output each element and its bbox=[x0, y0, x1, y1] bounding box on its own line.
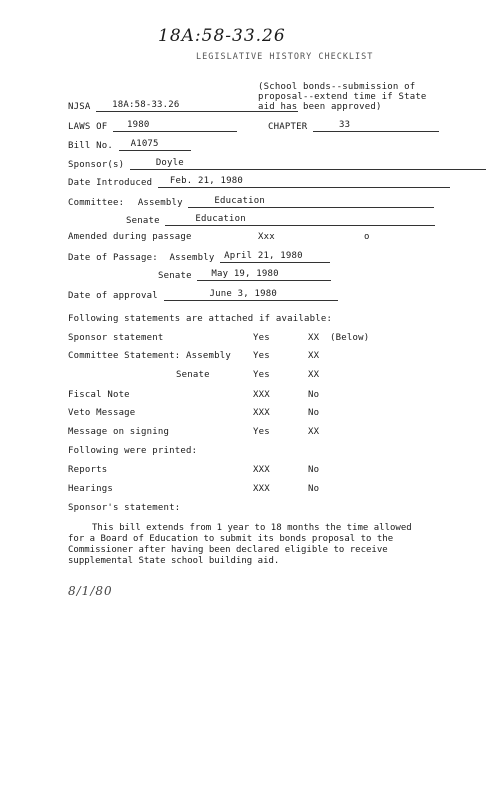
statement-label: Veto Message bbox=[68, 408, 136, 418]
handwritten-statute-number: 18A:58-33.26 bbox=[158, 26, 286, 46]
statement-label: Committee Statement: Assembly bbox=[68, 351, 231, 361]
sponsor-statement-label: Sponsor's statement: bbox=[68, 503, 181, 513]
summary-line: (School bonds--submission of bbox=[258, 82, 416, 92]
laws-value: 1980 bbox=[113, 120, 237, 132]
amended-mark: Xxx bbox=[258, 232, 275, 242]
amended-label: Amended during passage bbox=[68, 232, 192, 242]
committee-senate-value: Education bbox=[165, 214, 435, 226]
passage-senate-label: Senate bbox=[158, 271, 192, 281]
committee-assembly-value: Education bbox=[188, 196, 434, 208]
statement-yes: XXX bbox=[253, 408, 270, 418]
statement-no: XX bbox=[308, 370, 320, 380]
statement-yes: Yes bbox=[253, 351, 270, 361]
statement-yes: Yes bbox=[253, 333, 270, 343]
statement-no: No bbox=[308, 408, 320, 418]
passage-assembly-row bbox=[68, 251, 330, 263]
statement-yes: Yes bbox=[253, 370, 270, 380]
statement-no: XX bbox=[308, 333, 320, 343]
passage-senate-value: May 19, 1980 bbox=[197, 269, 331, 281]
committee-assembly-row bbox=[68, 196, 434, 208]
approval-row bbox=[68, 289, 338, 301]
njsa-row bbox=[68, 100, 298, 112]
approval-label: Date of approval bbox=[68, 291, 158, 301]
bill-value: A1075 bbox=[119, 139, 191, 151]
sponsor-label: Sponsor(s) bbox=[68, 160, 125, 170]
sponsor-row bbox=[68, 158, 486, 170]
passage-assembly-value: April 21, 1980 bbox=[220, 251, 330, 263]
passage-senate-row bbox=[158, 269, 331, 281]
committee-senate-label: Senate bbox=[126, 216, 160, 226]
laws-label: LAWS OF bbox=[68, 122, 108, 132]
committee-assembly-label: Assembly bbox=[137, 198, 183, 208]
statement-no: XX bbox=[308, 427, 320, 437]
bill-row bbox=[68, 139, 191, 151]
printed-no: No bbox=[308, 484, 320, 494]
statements-heading: Following statements are attached if available: bbox=[68, 314, 333, 324]
chapter-value: 33 bbox=[313, 120, 439, 132]
sponsor-value: Doyle bbox=[130, 158, 486, 170]
statement-label: Message on signing bbox=[68, 427, 170, 437]
printed-label: Hearings bbox=[68, 484, 113, 494]
printed-yes: XXX bbox=[253, 484, 270, 494]
laws-row bbox=[68, 120, 237, 132]
amended-no: o bbox=[364, 232, 370, 242]
printed-no: No bbox=[308, 465, 320, 475]
printed-label: Reports bbox=[68, 465, 108, 475]
statement-no: XX bbox=[308, 351, 320, 361]
introduced-value: Feb. 21, 1980 bbox=[158, 176, 450, 188]
statement-yes: XXX bbox=[253, 390, 270, 400]
statement-yes: Yes bbox=[253, 427, 270, 437]
introduced-row bbox=[68, 176, 450, 188]
chapter-row bbox=[268, 120, 439, 132]
sponsor-statement-text: This bill extends from 1 year to 18 months the time allowed for a Board of Education to submit its bonds proposal to the Commissioner after having been declared eligible to receive supplemental State school building aid. bbox=[68, 523, 412, 566]
statement-label: Sponsor statement bbox=[68, 333, 164, 343]
handwritten-date: 8/1/80 bbox=[68, 584, 113, 598]
committee-senate-row bbox=[126, 214, 435, 226]
statement-extra: (Below) bbox=[330, 333, 370, 343]
passage-label: Date of Passage: bbox=[68, 253, 158, 263]
statement-no: No bbox=[308, 390, 320, 400]
printed-yes: XXX bbox=[253, 465, 270, 475]
njsa-label: NJSA bbox=[68, 102, 91, 112]
approval-value: June 3, 1980 bbox=[164, 289, 338, 301]
bill-label: Bill No. bbox=[68, 141, 113, 151]
statement-label: Senate bbox=[176, 370, 210, 380]
summary-line: proposal--extend time if State bbox=[258, 92, 427, 102]
document-title: LEGISLATIVE HISTORY CHECKLIST bbox=[196, 52, 374, 62]
passage-assembly-label: Assembly bbox=[169, 253, 215, 263]
printed-heading: Following were printed: bbox=[68, 446, 198, 456]
chapter-label: CHAPTER bbox=[268, 122, 308, 132]
committee-label: Committee: bbox=[68, 198, 125, 208]
introduced-label: Date Introduced bbox=[68, 178, 153, 188]
njsa-value: 18A:58-33.26 bbox=[96, 100, 298, 112]
summary-line: aid has been approved) bbox=[258, 102, 382, 112]
statement-label: Fiscal Note bbox=[68, 390, 130, 400]
